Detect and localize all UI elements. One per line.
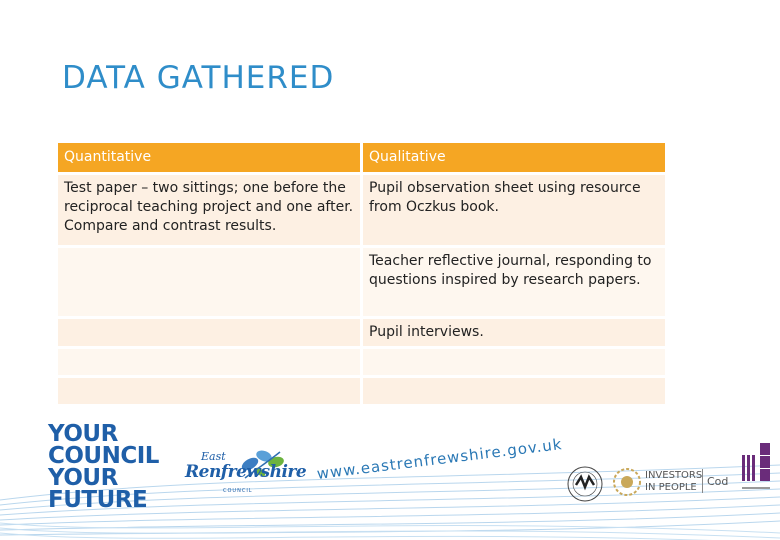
table-cell <box>363 378 665 404</box>
slide-title: DATA GATHERED <box>62 60 335 96</box>
investors-line: INVESTORS <box>645 470 703 481</box>
certification-badge-icon <box>566 465 604 503</box>
slogan-line: YOUR <box>48 421 118 447</box>
table-cell <box>58 319 360 346</box>
table-row <box>58 175 665 245</box>
table-row <box>58 378 665 404</box>
footer-banner <box>0 405 780 540</box>
customer-service-excellence-icon <box>740 443 772 499</box>
logo-sub: COUNCIL <box>223 488 253 494</box>
table-cell: Test paper – two sittings; one before the reciprocal teaching project and one after. Compare and contrast results. <box>58 175 360 245</box>
table-row <box>58 248 665 316</box>
table-cell: Pupil observation sheet using resource from Oczkus book. <box>363 175 665 245</box>
table-row <box>58 349 665 375</box>
logo-prefix: East <box>201 450 226 463</box>
cod-text: Cod <box>707 475 729 488</box>
table-cell: Pupil interviews. <box>363 319 665 346</box>
slogan <box>48 423 159 511</box>
investors-line: IN PEOPLE <box>645 482 697 493</box>
table-cell <box>363 349 665 375</box>
header-qualitative: Qualitative <box>363 143 665 172</box>
table-header-row <box>58 143 665 172</box>
header-quantitative: Quantitative <box>58 143 360 172</box>
slogan-line: COUNCIL <box>48 443 159 469</box>
slogan-line: FUTURE <box>48 487 148 513</box>
table-row <box>58 319 665 346</box>
logo-name: Renfrewshire <box>185 462 307 482</box>
east-renfrewshire-logo <box>185 450 307 520</box>
table-cell <box>58 378 360 404</box>
investors-in-people <box>645 470 702 494</box>
data-table <box>55 140 668 407</box>
slogan-line: YOUR <box>48 465 118 491</box>
website-url: www.eastrenfrewshire.gov.uk <box>315 435 564 483</box>
table-cell <box>58 248 360 316</box>
table-cell <box>58 349 360 375</box>
divider <box>702 469 703 493</box>
investors-laurel-icon <box>612 467 642 497</box>
table-cell: Teacher reflective journal, responding to questions inspired by research papers. <box>363 248 665 316</box>
